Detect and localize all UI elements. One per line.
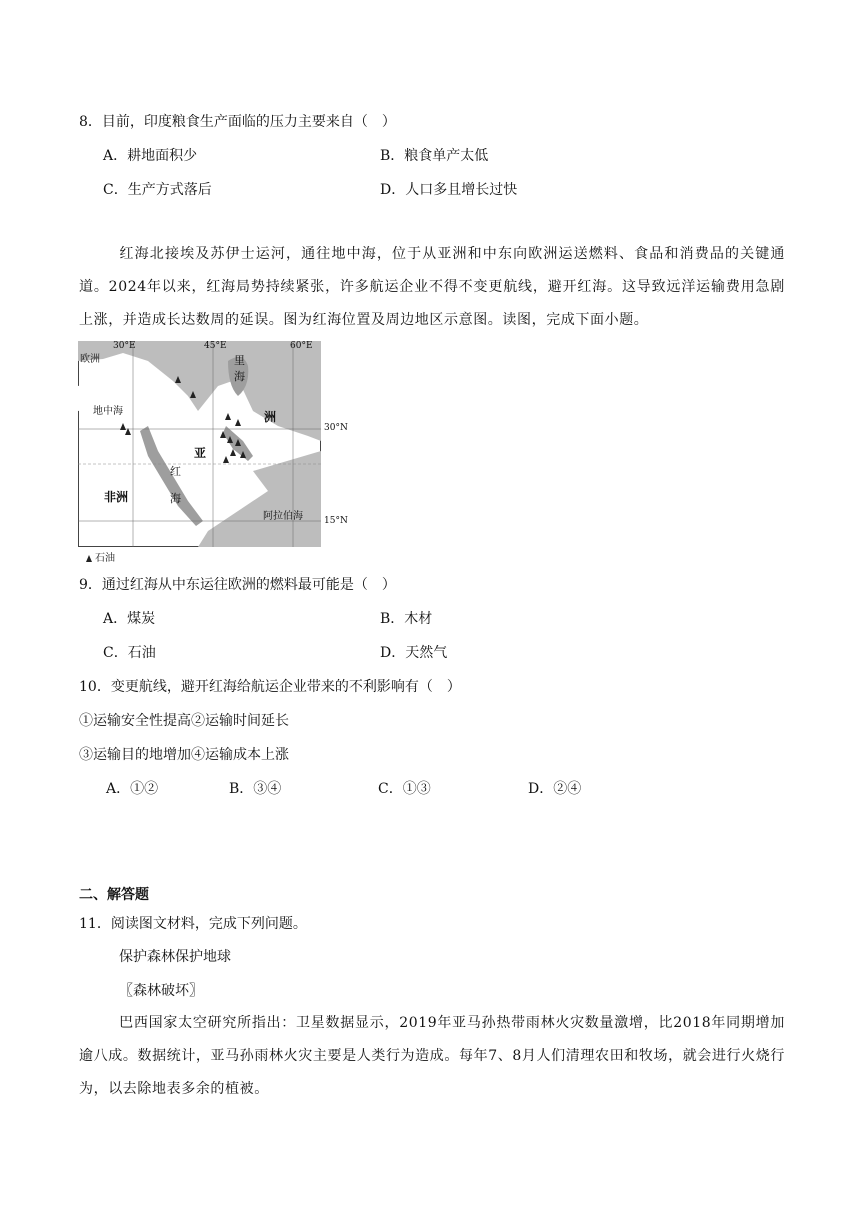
label-redsea-2: 海 (170, 492, 181, 505)
q9-stem: 9．通过红海从中东运往欧洲的燃料最可能是（ ） (79, 577, 396, 593)
section-heading: 二、解答题 (79, 887, 149, 903)
q11-bracket-heading: 〖森林破坏〗 (119, 983, 203, 999)
label-asia-2: 洲 (264, 410, 277, 424)
lat-15: 15°N (324, 516, 348, 526)
q8-option-b: B．粮食单产太低 (380, 148, 489, 164)
label-redsea-1: 红 (170, 465, 181, 478)
q8-stem: 8．目前，印度粮食生产面临的压力主要来自（ ） (79, 114, 396, 130)
q10-statements-2: ③运输目的地增加④运输成本上涨 (79, 747, 289, 763)
q9-option-c: C．石油 (103, 645, 156, 661)
q10-statements-1: ①运输安全性提高②运输时间延长 (79, 713, 289, 729)
label-mediterranean: 地中海 (93, 406, 123, 417)
q10-option-d: D．②④ (528, 781, 582, 797)
q11-paragraph-text: 巴西国家太空研究所指出：卫星数据显示，2019年亚马孙热带雨林火灾数量激增，比2018年同期增加逾八成。数据统计，亚马孙雨林火灾主要是人类行为造成。每年7、8月人们清理农田和牧场，就会进行火烧行为，以去除地表多余的植被。 (79, 1015, 785, 1097)
label-africa: 非洲 (104, 490, 129, 504)
map-legend (86, 549, 115, 564)
passage-text: 红海北接埃及苏伊士运河，通往地中海，位于从亚洲和中东向欧洲运送燃料、食品和消费品的关键通道。2024年以来，红海局势持续紧张，许多航运企业不得不变更航线，避开红海。这导致远洋运输费用急剧上涨，并造成长达数周的延误。图为红海位置及周边地区示意图。读图，完成下面小题。 (79, 246, 785, 328)
label-caspian-2: 海 (234, 370, 245, 383)
q10-option-b: B．③④ (229, 781, 282, 797)
lon-45: 45°E (204, 341, 227, 351)
passage (79, 238, 785, 337)
q9-option-a: A．煤炭 (103, 611, 156, 627)
q10-option-a: A．①② (106, 781, 159, 797)
q10-stem: 10．变更航线，避开红海给航运企业带来的不利影响有（ ） (79, 679, 461, 695)
oil-icon (86, 555, 92, 562)
q11-subtitle: 保护森林保护地球 (119, 949, 231, 965)
q8-option-c: C．生产方式落后 (103, 182, 212, 198)
label-asia-1: 亚 (194, 446, 207, 460)
q9-option-d: D．天然气 (380, 645, 448, 661)
q11-stem: 11．阅读图文材料，完成下列问题。 (79, 916, 307, 932)
q9-option-b: B．木材 (380, 611, 433, 627)
lat-30: 30°N (324, 423, 348, 433)
q11-paragraph (79, 1007, 785, 1106)
label-europe: 欧洲 (80, 354, 100, 365)
label-arabian-sea: 阿拉伯海 (263, 511, 303, 522)
q8-option-d: D．人口多且增长过快 (380, 182, 518, 198)
label-caspian-1: 里 (234, 354, 245, 367)
q8-option-a: A．耕地面积少 (103, 148, 198, 164)
legend-oil-label: 石油 (95, 553, 115, 564)
lon-30: 30°E (113, 341, 136, 351)
q10-option-c: C．①③ (378, 781, 431, 797)
lon-60: 60°E (290, 341, 313, 351)
